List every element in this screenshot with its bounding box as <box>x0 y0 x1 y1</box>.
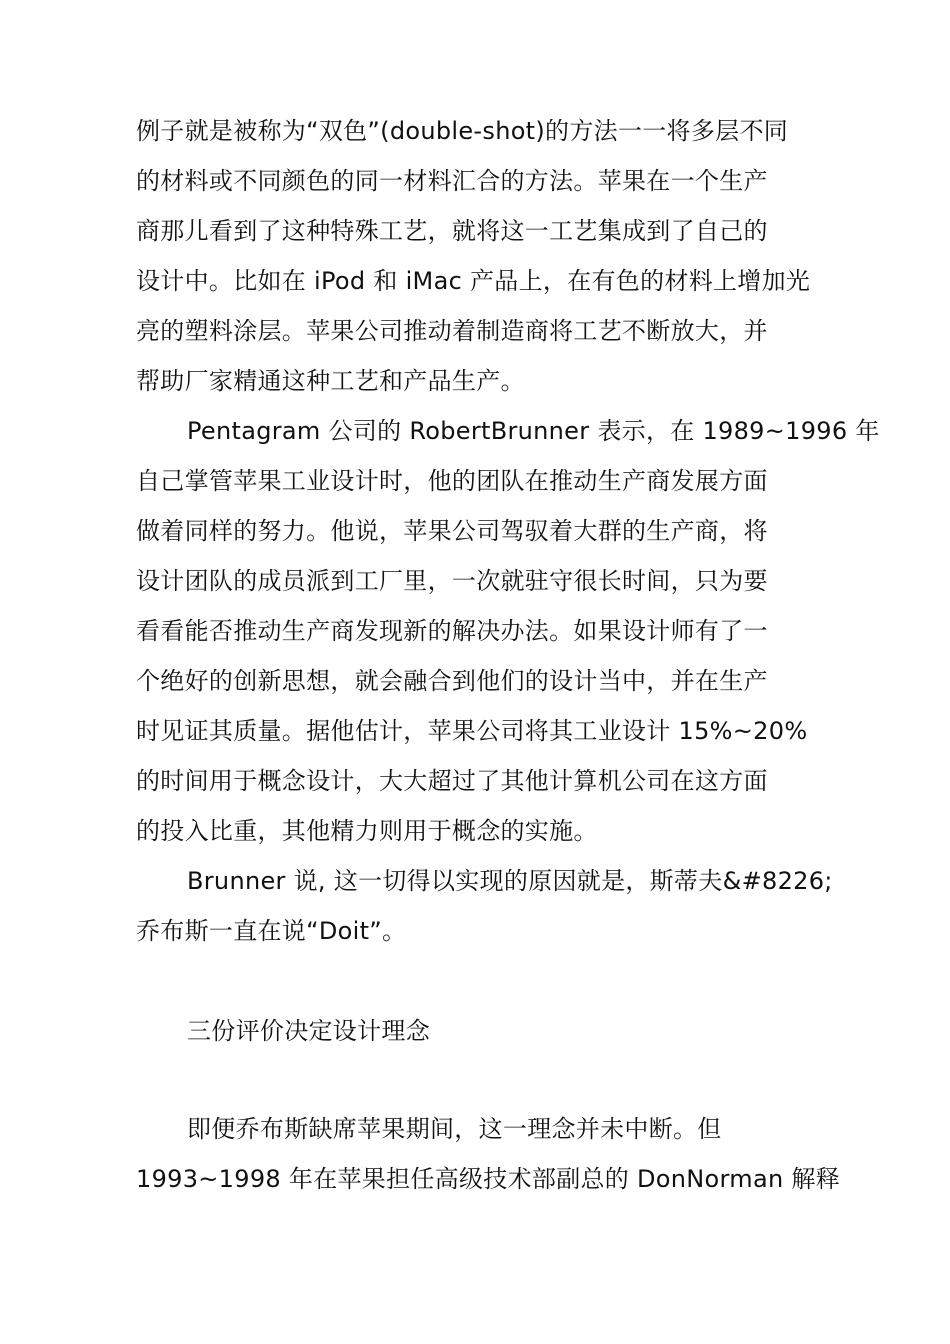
text-line: 乔布斯一直在说“Doit”。 <box>136 917 407 945</box>
text-line: 商那儿看到了这种特殊工艺，就将这一工艺集成到了自己的 <box>136 217 768 245</box>
paragraph-first-line: Pentagram 公司的 RobertBrunner 表示，在 1989~1996 年 <box>187 417 880 445</box>
text-line: 个绝好的创新思想，就会融合到他们的设计当中，并在生产 <box>136 667 768 695</box>
text-line: 看看能否推动生产商发现新的解决办法。如果设计师有了一 <box>136 617 768 645</box>
text-line: 时见证其质量。据他估计，苹果公司将其工业设计 15%~20% <box>136 717 808 745</box>
text-line: 自己掌管苹果工业设计时，他的团队在推动生产商发展方面 <box>136 467 768 495</box>
text-line: 设计团队的成员派到工厂里，一次就驻守很长时间，只为要 <box>136 567 768 595</box>
body-text <box>136 106 880 1106</box>
body-text-continued <box>136 1104 841 1204</box>
text-line: 帮助厂家精通这种工艺和产品生产。 <box>136 367 525 395</box>
text-line: 亮的塑料涂层。苹果公司推动着制造商将工艺不断放大，并 <box>136 317 768 345</box>
text-line: 设计中。比如在 iPod 和 iMac 产品上，在有色的材料上增加光 <box>136 267 811 295</box>
text-line: 1993~1998 年在苹果担任高级技术部副总的 DonNorman 解释 <box>136 1165 841 1193</box>
text-line: 的时间用于概念设计，大大超过了其他计算机公司在这方面 <box>136 767 768 795</box>
paragraph-first-line: 即便乔布斯缺席苹果期间，这一理念并未中断。但 <box>187 1115 722 1143</box>
blank-line <box>136 1056 826 1106</box>
text-line: 的材料或不同颜色的同一材料汇合的方法。苹果在一个生产 <box>136 167 768 195</box>
section-heading: 三份评价决定设计理念 <box>187 1017 430 1045</box>
text-line: 的投入比重，其他精力则用于概念的实施。 <box>136 817 598 845</box>
blank-line <box>136 956 826 1006</box>
text-line: 做着同样的努力。他说，苹果公司驾驭着大群的生产商，将 <box>136 517 768 545</box>
text-line: 例子就是被称为“双色”(double-shot)的方法一一将多层不同 <box>136 117 789 145</box>
paragraph-first-line: Brunner 说, 这一切得以实现的原因就是，斯蒂夫&#8226; <box>187 867 833 895</box>
